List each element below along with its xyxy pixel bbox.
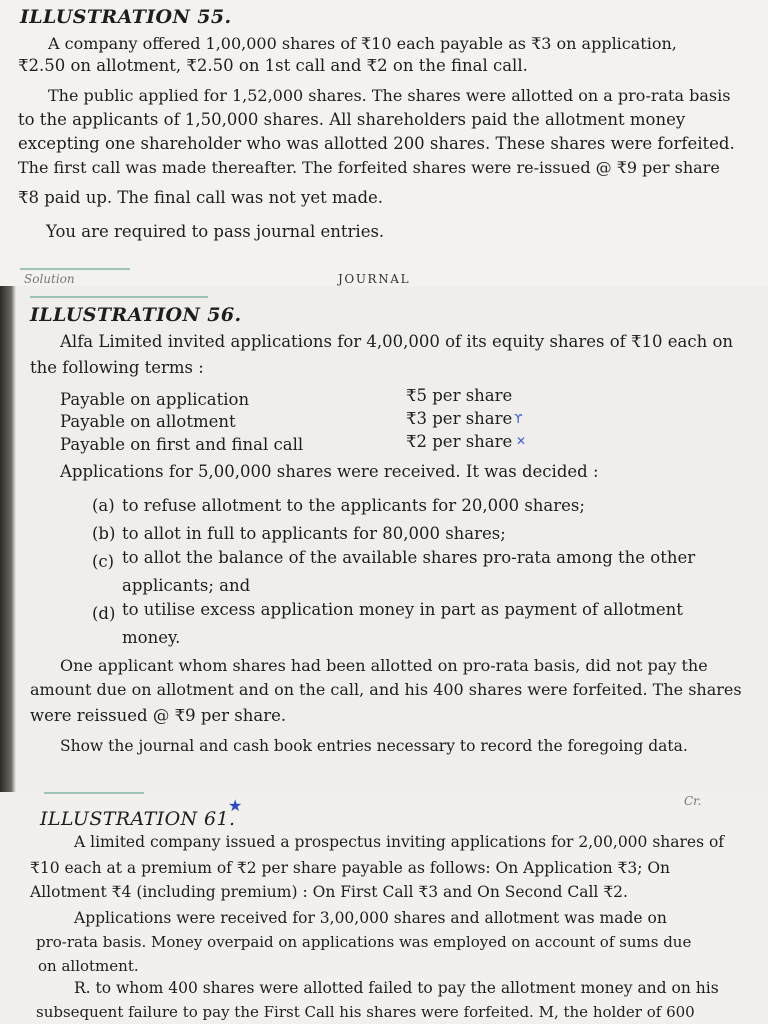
ill55-line-8: You are required to pass journal entries.	[46, 222, 385, 241]
section-divider	[30, 296, 208, 298]
illustration-55-heading: ILLUSTRATION 55.	[20, 6, 232, 28]
ill56-intro-line-2: the following terms :	[30, 358, 204, 377]
ill61-line-4: Applications were received for 3,00,000 shares and allotment was made on	[74, 909, 667, 927]
journal-label: JOURNAL	[338, 272, 411, 286]
item-a-label: (a)	[92, 496, 115, 515]
illustration-56-section	[0, 286, 768, 794]
ill56-decision: Applications for 5,00,000 shares were received. It was decided :	[60, 462, 599, 481]
illustration-55-section	[0, 0, 768, 288]
term-application-value: ₹5 per share	[406, 386, 513, 405]
ill56-closing-line-2: amount due on allotment and on the call, and his 400 shares were forfeited. The shares	[30, 680, 742, 699]
ill55-line-1: A company offered 1,00,000 shares of ₹10 each payable as ₹3 on application,	[48, 34, 677, 53]
ill61-line-1: A limited company issued a prospectus inviting applications for 2,00,000 shares of	[74, 833, 725, 851]
term-allotment-label: Payable on allotment	[60, 412, 236, 431]
term-call-label: Payable on first and final call	[60, 435, 304, 454]
ill55-line-6: The first call was made thereafter. The forfeited shares were re-issued @ ₹9 per share	[18, 158, 720, 177]
ill61-line-8: subsequent failure to pay the First Call his shares were forfeited. M, the holder of 600	[36, 1003, 695, 1021]
item-b-text: to allot in full to applicants for 80,000 shares;	[122, 524, 506, 543]
item-c-label: (c)	[92, 552, 115, 571]
ill61-line-6: on allotment.	[38, 957, 139, 975]
margin-scrawl: Solution	[24, 272, 75, 286]
item-a-text: to refuse allotment to the applicants for 20,000 shares;	[122, 496, 585, 515]
section-divider	[44, 792, 144, 794]
ill61-line-7: R. to whom 400 shares were allotted failed to pay the allotment money and on his	[74, 979, 719, 997]
star-icon: ★	[228, 796, 243, 815]
illustration-61-section	[0, 792, 768, 1024]
page-binding-shadow	[0, 286, 16, 794]
item-c-text-1: to allot the balance of the available shares pro-rata among the other	[122, 548, 696, 567]
ill55-line-2: ₹2.50 on allotment, ₹2.50 on 1st call and ₹2 on the final call.	[18, 56, 528, 75]
ill55-line-4: to the applicants of 1,50,000 shares. All shareholders paid the allotment money	[18, 110, 686, 129]
item-c-text-2: applicants; and	[122, 576, 251, 595]
ill61-line-2: ₹10 each at a premium of ₹2 per share payable as follows: On Application ₹3; On	[30, 859, 671, 877]
ill61-line-3: Allotment ₹4 (including premium) : On First Call ₹3 and On Second Call ₹2.	[30, 883, 628, 901]
section-divider	[20, 268, 130, 270]
ill55-line-3: The public applied for 1,52,000 shares. The shares were allotted on a pro-rata basis	[48, 86, 731, 105]
illustration-56-heading: ILLUSTRATION 56.	[30, 304, 242, 326]
corner-mark: Cr.	[684, 794, 702, 808]
term-application-label: Payable on application	[60, 390, 250, 409]
ill56-intro-line-1: Alfa Limited invited applications for 4,00,000 of its equity shares of ₹10 each on	[60, 332, 734, 351]
term-call-value: ₹2 per share	[406, 432, 513, 451]
term-allotment-value: ₹3 per share	[406, 409, 513, 428]
ill61-line-5: pro-rata basis. Money overpaid on applications was employed on account of sums due	[36, 933, 692, 951]
pen-cross-icon: ✕	[516, 434, 527, 448]
ill56-closing-line-3: were reissued @ ₹9 per share.	[30, 706, 287, 725]
ill55-line-5: excepting one shareholder who was allotted 200 shares. These shares were forfeited.	[18, 134, 735, 153]
item-d-text-2: money.	[122, 628, 181, 647]
ill56-closing-line-1: One applicant whom shares had been allotted on pro-rata basis, did not pay the	[60, 656, 708, 675]
illustration-61-heading: ILLUSTRATION 61.	[40, 808, 236, 830]
item-d-text-1: to utilise excess application money in part as payment of allotment	[122, 600, 683, 619]
item-b-label: (b)	[92, 524, 116, 543]
pen-tick-icon: ϒ	[514, 412, 523, 426]
item-d-label: (d)	[92, 604, 116, 623]
ill55-line-7: ₹8 paid up. The final call was not yet made.	[18, 188, 384, 207]
ill56-closing-line-4: Show the journal and cash book entries necessary to record the foregoing data.	[60, 737, 688, 755]
